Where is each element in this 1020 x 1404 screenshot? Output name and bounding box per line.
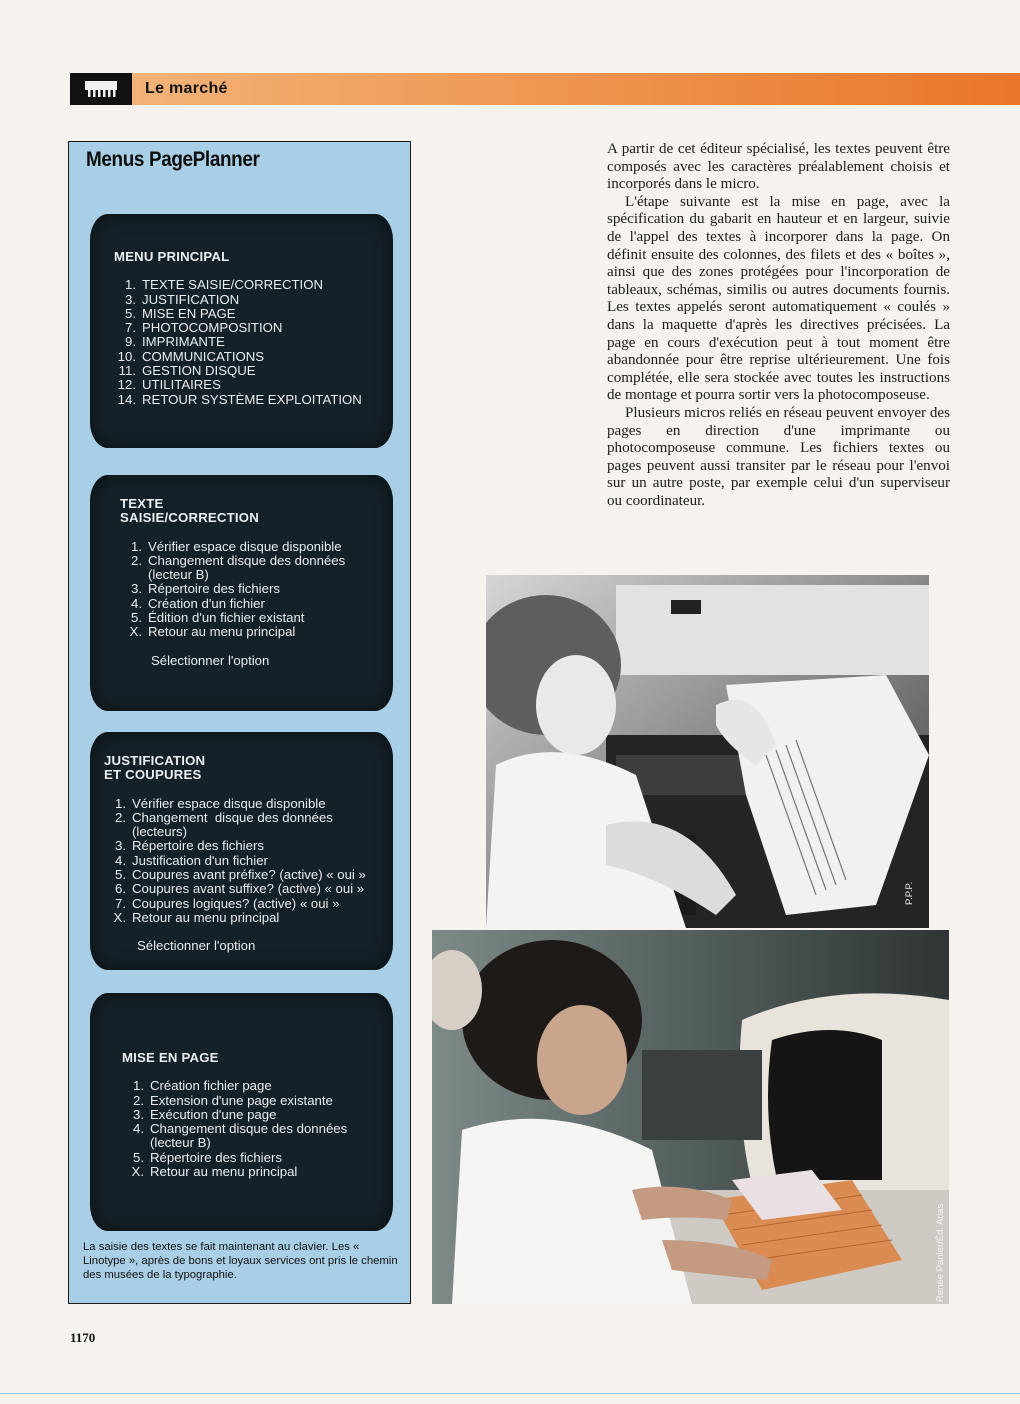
menu-item-number: 3. [131,581,142,597]
photo-operator-reading-printout [486,575,929,928]
menu-item-number: 4. [115,852,126,868]
menu-item-label: IMPRIMANTE [142,334,225,350]
menu-list [120,540,393,640]
screen-heading [120,497,393,526]
screen-heading: MISE EN PAGE [122,1050,219,1065]
menu-item-label: (lecteur B) [148,567,209,583]
menu-item [120,582,393,596]
menu-item-number: 7. [125,320,136,336]
menu-item [120,554,393,568]
menu-list [104,797,393,926]
menu-item [114,293,393,307]
menu-item-number: 14. [117,391,136,407]
menu-item-label: Répertoire des fichiers [148,581,280,597]
menu-item-number: 12. [117,377,136,393]
menu-item-number: 2. [133,1092,144,1108]
menu-item [120,611,393,625]
keyboard-icon [70,73,132,105]
menu-item-label: MISE EN PAGE [142,305,236,321]
menu-item-label: PHOTOCOMPOSITION [142,320,283,336]
menu-item [122,1151,393,1165]
menu-item-label: RETOUR SYSTÈME EXPLOITATION [142,391,362,407]
menu-item [104,797,393,811]
menu-item-label: (lecteur B) [150,1135,211,1151]
sidebar-box [68,141,411,1304]
menu-list [122,1079,393,1179]
article-body [607,141,950,510]
menu-item [104,811,393,825]
menu-item-label: JUSTIFICATION [142,291,240,307]
menu-item-label: Changement disque des données [148,552,346,568]
menu-item-label: Création fichier page [150,1078,272,1094]
menu-item [122,1079,393,1093]
menu-item [104,868,393,882]
photo-operator-typing [432,930,949,1304]
menu-item-number: 5. [131,610,142,626]
menu-item-label: Extension d'une page existante [150,1092,333,1108]
paragraph: L'étape suivante est la mise en page, avec la spécification du gabarit en hauteur et en largeur, suivie de l'appel des textes à incorporer dans la page. On définit ensuite des colonnes, des filets et des « boîtes », ainsi que des zones protégées pour l'incorporation de tableaux, schémas, similis ou autres documents fournis. Les textes appelés seront automatiquement « coulés » dans la maquette d'après les directives précisées. La page en cours d'exécution peut à tout moment être abandonnée pour être reprise ultérieurement. Une fois complétée, elle sera stockée avec toutes les instructions de montage et pourra sortir vers la photocomposeuse. [607,193,950,404]
menu-item-label: Retour au menu principal [150,1164,298,1180]
screen-heading: MENU PRINCIPAL [114,249,230,264]
menu-item [114,378,393,392]
menu-item-label: Répertoire des fichiers [132,838,264,854]
menu-item-number: 6. [115,881,126,897]
menu-item-number: 1. [115,795,126,811]
paragraph: A partir de cet éditeur spécialisé, les textes peuvent être composés avec les caractères préalablement choisis et incorporés dans le micro. [607,141,950,193]
screen-prompt: Sélectionner l'option [137,938,256,954]
menu-item-label: Vérifier espace disque disponible [132,795,326,811]
screen-justification [90,732,393,970]
photo-credit: Renée Panier/Éd. Atlas [935,1203,946,1302]
menu-item-number: 5. [125,305,136,321]
screen-menu-principal [90,214,393,448]
menu-item [104,911,393,925]
screen-prompt: Sélectionner l'option [151,652,270,668]
menu-item-label: Justification d'un fichier [132,852,268,868]
menu-item [120,568,393,582]
menu-item-number: X. [129,624,142,640]
menu-item [104,854,393,868]
section-title: Le marché [145,80,228,97]
menu-item-number: 11. [118,363,136,379]
menu-item-number [104,825,126,839]
menu-item-number: 3. [125,291,136,307]
menu-item-label: Changement disque des données [132,809,333,825]
menu-item-number: 9. [125,334,136,350]
menu-list [114,278,393,407]
menu-item [114,321,393,335]
menu-item-label: Répertoire des fichiers [150,1149,282,1165]
menu-item [104,882,393,896]
menu-item [122,1108,393,1122]
menu-item [122,1136,393,1150]
menu-item-label: TEXTE SAISIE/CORRECTION [142,277,323,293]
menu-item-number: X. [113,909,126,925]
menu-item [120,540,393,554]
menu-item-label: Retour au menu principal [132,909,280,925]
menu-item [104,839,393,853]
menu-item-label: Exécution d'une page [150,1106,277,1122]
menu-item-label: Coupures logiques? (active) « oui » [132,895,340,911]
menu-item-number: 3. [115,838,126,854]
menu-item [114,307,393,321]
menu-item-label: Changement disque des données [150,1121,348,1137]
menu-item-label: GESTION DISQUE [142,363,256,379]
menu-item-label: Vérifier espace disque disponible [148,538,342,554]
menu-item-number: 4. [131,595,142,611]
screen-heading [104,754,393,783]
menu-item-number: X. [131,1164,144,1180]
menu-item-number: 1. [131,538,142,554]
bottom-rule [0,1393,1020,1394]
screen-heading-line: TEXTE [120,496,164,511]
menu-item-number: 5. [133,1149,144,1165]
menu-item [122,1094,393,1108]
screen-mise-en-page [90,993,393,1231]
menu-item [120,597,393,611]
menu-item-number: 3. [133,1106,144,1122]
menu-item [120,625,393,639]
menu-item-number [122,1136,144,1150]
menu-item-number: 2. [115,809,126,825]
menu-item-number [120,568,142,582]
menu-item-label: Édition d'un fichier existant [148,610,305,626]
menu-item [114,364,393,378]
screen-heading-line: SAISIE/CORRECTION [120,510,259,526]
menu-item-number: 7. [115,895,126,911]
sidebar-title: Menus PagePlanner [86,148,260,171]
menu-item-label: COMMUNICATIONS [142,348,265,364]
menu-item-label: Coupures avant préfixe? (active) « oui » [132,867,366,883]
menu-item-number: 1. [125,277,136,293]
menu-item [114,278,393,292]
menu-item-label: Retour au menu principal [148,624,296,640]
paragraph: Plusieurs micros reliés en réseau peuvent envoyer des pages en direction d'une imprimante ou photocomposeuse commune. Les fichiers textes ou pages peuvent aussi transiter par le réseau pour l'envoi sur un autre poste, par exemple celui d'un superviseur ou coordinateur. [607,404,950,509]
menu-item [114,393,393,407]
menu-item-label: UTILITAIRES [142,377,221,393]
menu-item [104,825,393,839]
menu-item-number: 10. [117,348,136,364]
screen-heading-line: JUSTIFICATION [104,753,206,768]
screen-heading-line: ET COUPURES [104,767,202,783]
menu-item [122,1122,393,1136]
figure-caption: La saisie des textes se fait maintenant au clavier. Les « Linotype », après de bons et loyaux services ont pris le chemin des musées de la typographie. [83,1241,398,1282]
menu-item-label: (lecteurs) [132,824,187,840]
photo-credit: P.P.P. [904,881,915,905]
menu-item [114,350,393,364]
menu-item-label: Création d'un fichier [148,595,265,611]
screen-texte-saisie [90,475,393,711]
menu-item-number: 2. [131,552,142,568]
menu-item [122,1165,393,1179]
menu-item [114,335,393,349]
menu-item-number: 5. [115,867,126,883]
menu-item-number: 4. [133,1121,144,1137]
menu-item [104,897,393,911]
menu-item-label: Coupures avant suffixe? (active) « oui » [132,881,365,897]
page-number: 1170 [70,1330,96,1345]
menu-item-number: 1. [133,1078,144,1094]
